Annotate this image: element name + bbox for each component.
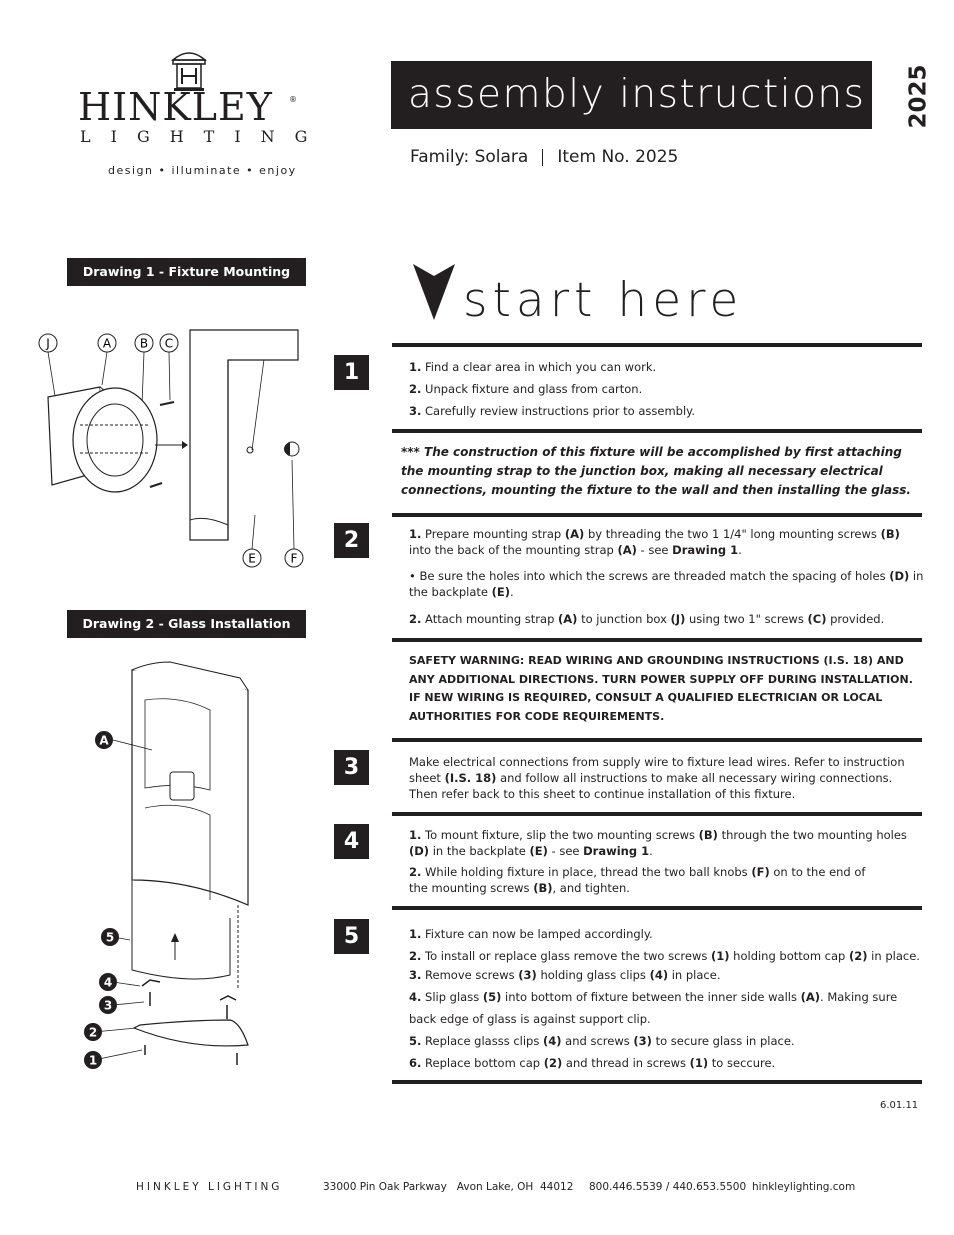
step-number: 4: [334, 824, 369, 859]
divider: [392, 812, 922, 816]
safety-warning: SAFETY WARNING: READ WIRING AND GROUNDING INSTRUCTIONS (I.S. 18) AND ANY ADDITIONAL DIRECTIONS. TURN POWER SUPPLY OFF DURING INSTALLATION. IF NEW WIRING IS REQUIRED, CONSULT A QUALIFIED ELECTRICIAN OR LOCAL AUTHORITIES FOR CODE REQUIREMENTS.: [409, 654, 913, 723]
svg-text:B: B: [139, 336, 149, 351]
item-no: Item No. 2025: [557, 147, 679, 167]
step1-item3: 3. Carefully review instructions prior to assembly.: [409, 404, 695, 418]
svg-text:A: A: [102, 336, 112, 351]
construction-note: *** The construction of this fixture will be accomplished by first attaching the mounting strap to the junction box, making all necessary electrical connections, mounting the fixture to the wall and then installing the glass.: [401, 445, 911, 497]
svg-text:A: A: [99, 733, 109, 748]
step5-item5: 5. Replace glasss clips (4) and screws (3) to secure glass in place.: [409, 1034, 795, 1048]
divider: [392, 513, 922, 517]
callout-e: [243, 549, 261, 567]
svg-text:1: 1: [88, 1053, 98, 1068]
step5-item1: 1. Fixture can now be lamped accordingly.: [409, 927, 653, 941]
drawing1-fixture-mounting: [30, 325, 330, 575]
step5-item4-cont: back edge of glass is against support clip.: [409, 1012, 651, 1026]
callout-2: [84, 1023, 102, 1041]
drawing1-label: Drawing 1 - Fixture Mounting: [67, 258, 306, 286]
callout-f: [285, 549, 303, 567]
step5-item3: 3. Remove screws (3) holding glass clips (4) in place.: [409, 968, 721, 982]
svg-text:2: 2: [88, 1025, 98, 1040]
footer-company: HINKLEY LIGHTING: [136, 1181, 283, 1193]
step-number: 1: [334, 355, 369, 390]
family-name: Family: Solara: [410, 147, 529, 167]
callout-a2: [95, 731, 113, 749]
footer-phone: 800.446.5539 / 440.653.5500: [589, 1181, 747, 1193]
callout-b: [135, 334, 153, 352]
step-number: 3: [334, 750, 369, 785]
step-number: 5: [334, 919, 369, 954]
footer-address: 33000 Pin Oak Parkway Avon Lake, OH 44012: [323, 1181, 574, 1193]
step3-para: Make electrical connections from supply wire to fixture lead wires. Refer to instruction sheet (I.S. 18) and follow all instructions to make all necessary wiring connections. Then refer back to this sheet to continue installation of this fixture.: [409, 755, 905, 801]
item-number-vertical: 2025: [905, 64, 932, 129]
start-arrow-icon: [411, 262, 457, 322]
callout-c: [160, 334, 178, 352]
footer-website[interactable]: hinkleylighting.com: [752, 1181, 856, 1193]
step2-para2: • Be sure the holes into which the screws are threaded match the spacing of holes (D) in the backplate (E).: [409, 569, 924, 599]
step4-para1: 1. To mount fixture, slip the two mounting screws (B) through the two mounting holes (D) in the backplate (E) - see Drawing 1.: [409, 828, 907, 858]
registered-mark: ®: [289, 95, 297, 104]
start-here-heading: start here: [463, 273, 744, 328]
divider: [542, 149, 543, 166]
step2-para3: 2. Attach mounting strap (A) to junction box (J) using two 1" screws (C) provided.: [409, 612, 885, 626]
step-number: 2: [334, 523, 369, 558]
svg-text:5: 5: [105, 930, 115, 945]
svg-text:J: J: [46, 336, 50, 351]
brand-name: HINKLEY: [78, 85, 273, 129]
revision-date: 6.01.11: [880, 1100, 919, 1111]
step4-para2: 2. While holding fixture in place, thread the two ball knobs (F) on to the end of the mounting screws (B), and tighten.: [409, 865, 866, 895]
divider: [392, 638, 922, 642]
divider: [392, 429, 922, 433]
svg-text:4: 4: [103, 975, 113, 990]
svg-text:E: E: [248, 551, 256, 566]
step1-item1: 1. Find a clear area in which you can work.: [409, 360, 657, 374]
divider: [392, 343, 922, 347]
brand-sub: LIGHTING: [80, 127, 328, 146]
svg-text:3: 3: [103, 998, 113, 1013]
drawing2-glass-installation: [70, 650, 290, 1080]
divider: [392, 738, 922, 742]
step2-para1: 1. Prepare mounting strap (A) by threading the two 1 1/4" long mounting screws (B) into the back of the mounting strap (A) - see Drawing 1.: [409, 527, 900, 557]
callout-5: [101, 928, 119, 946]
svg-text:C: C: [164, 336, 174, 351]
tagline: design • illuminate • enjoy: [108, 164, 297, 177]
divider: [392, 906, 922, 910]
divider: [392, 1080, 922, 1084]
family-line: [410, 147, 678, 167]
callout-a: [98, 334, 116, 352]
callout-4: [99, 973, 117, 991]
callout-1: [84, 1051, 102, 1069]
step5-item6: 6. Replace bottom cap (2) and thread in screws (1) to seccure.: [409, 1056, 776, 1070]
drawing2-label: Drawing 2 - Glass Installation: [67, 610, 306, 638]
step5-item4: 4. Slip glass (5) into bottom of fixture between the inner side walls (A). Making sure: [409, 990, 898, 1004]
step5-item2: 2. To install or replace glass remove the two screws (1) holding bottom cap (2) in place.: [409, 949, 920, 963]
page-title: assembly instructions: [391, 61, 872, 129]
callout-j: [39, 334, 57, 352]
callout-3: [99, 996, 117, 1014]
step1-item2: 2. Unpack fixture and glass from carton.: [409, 382, 643, 396]
svg-text:F: F: [290, 551, 298, 566]
